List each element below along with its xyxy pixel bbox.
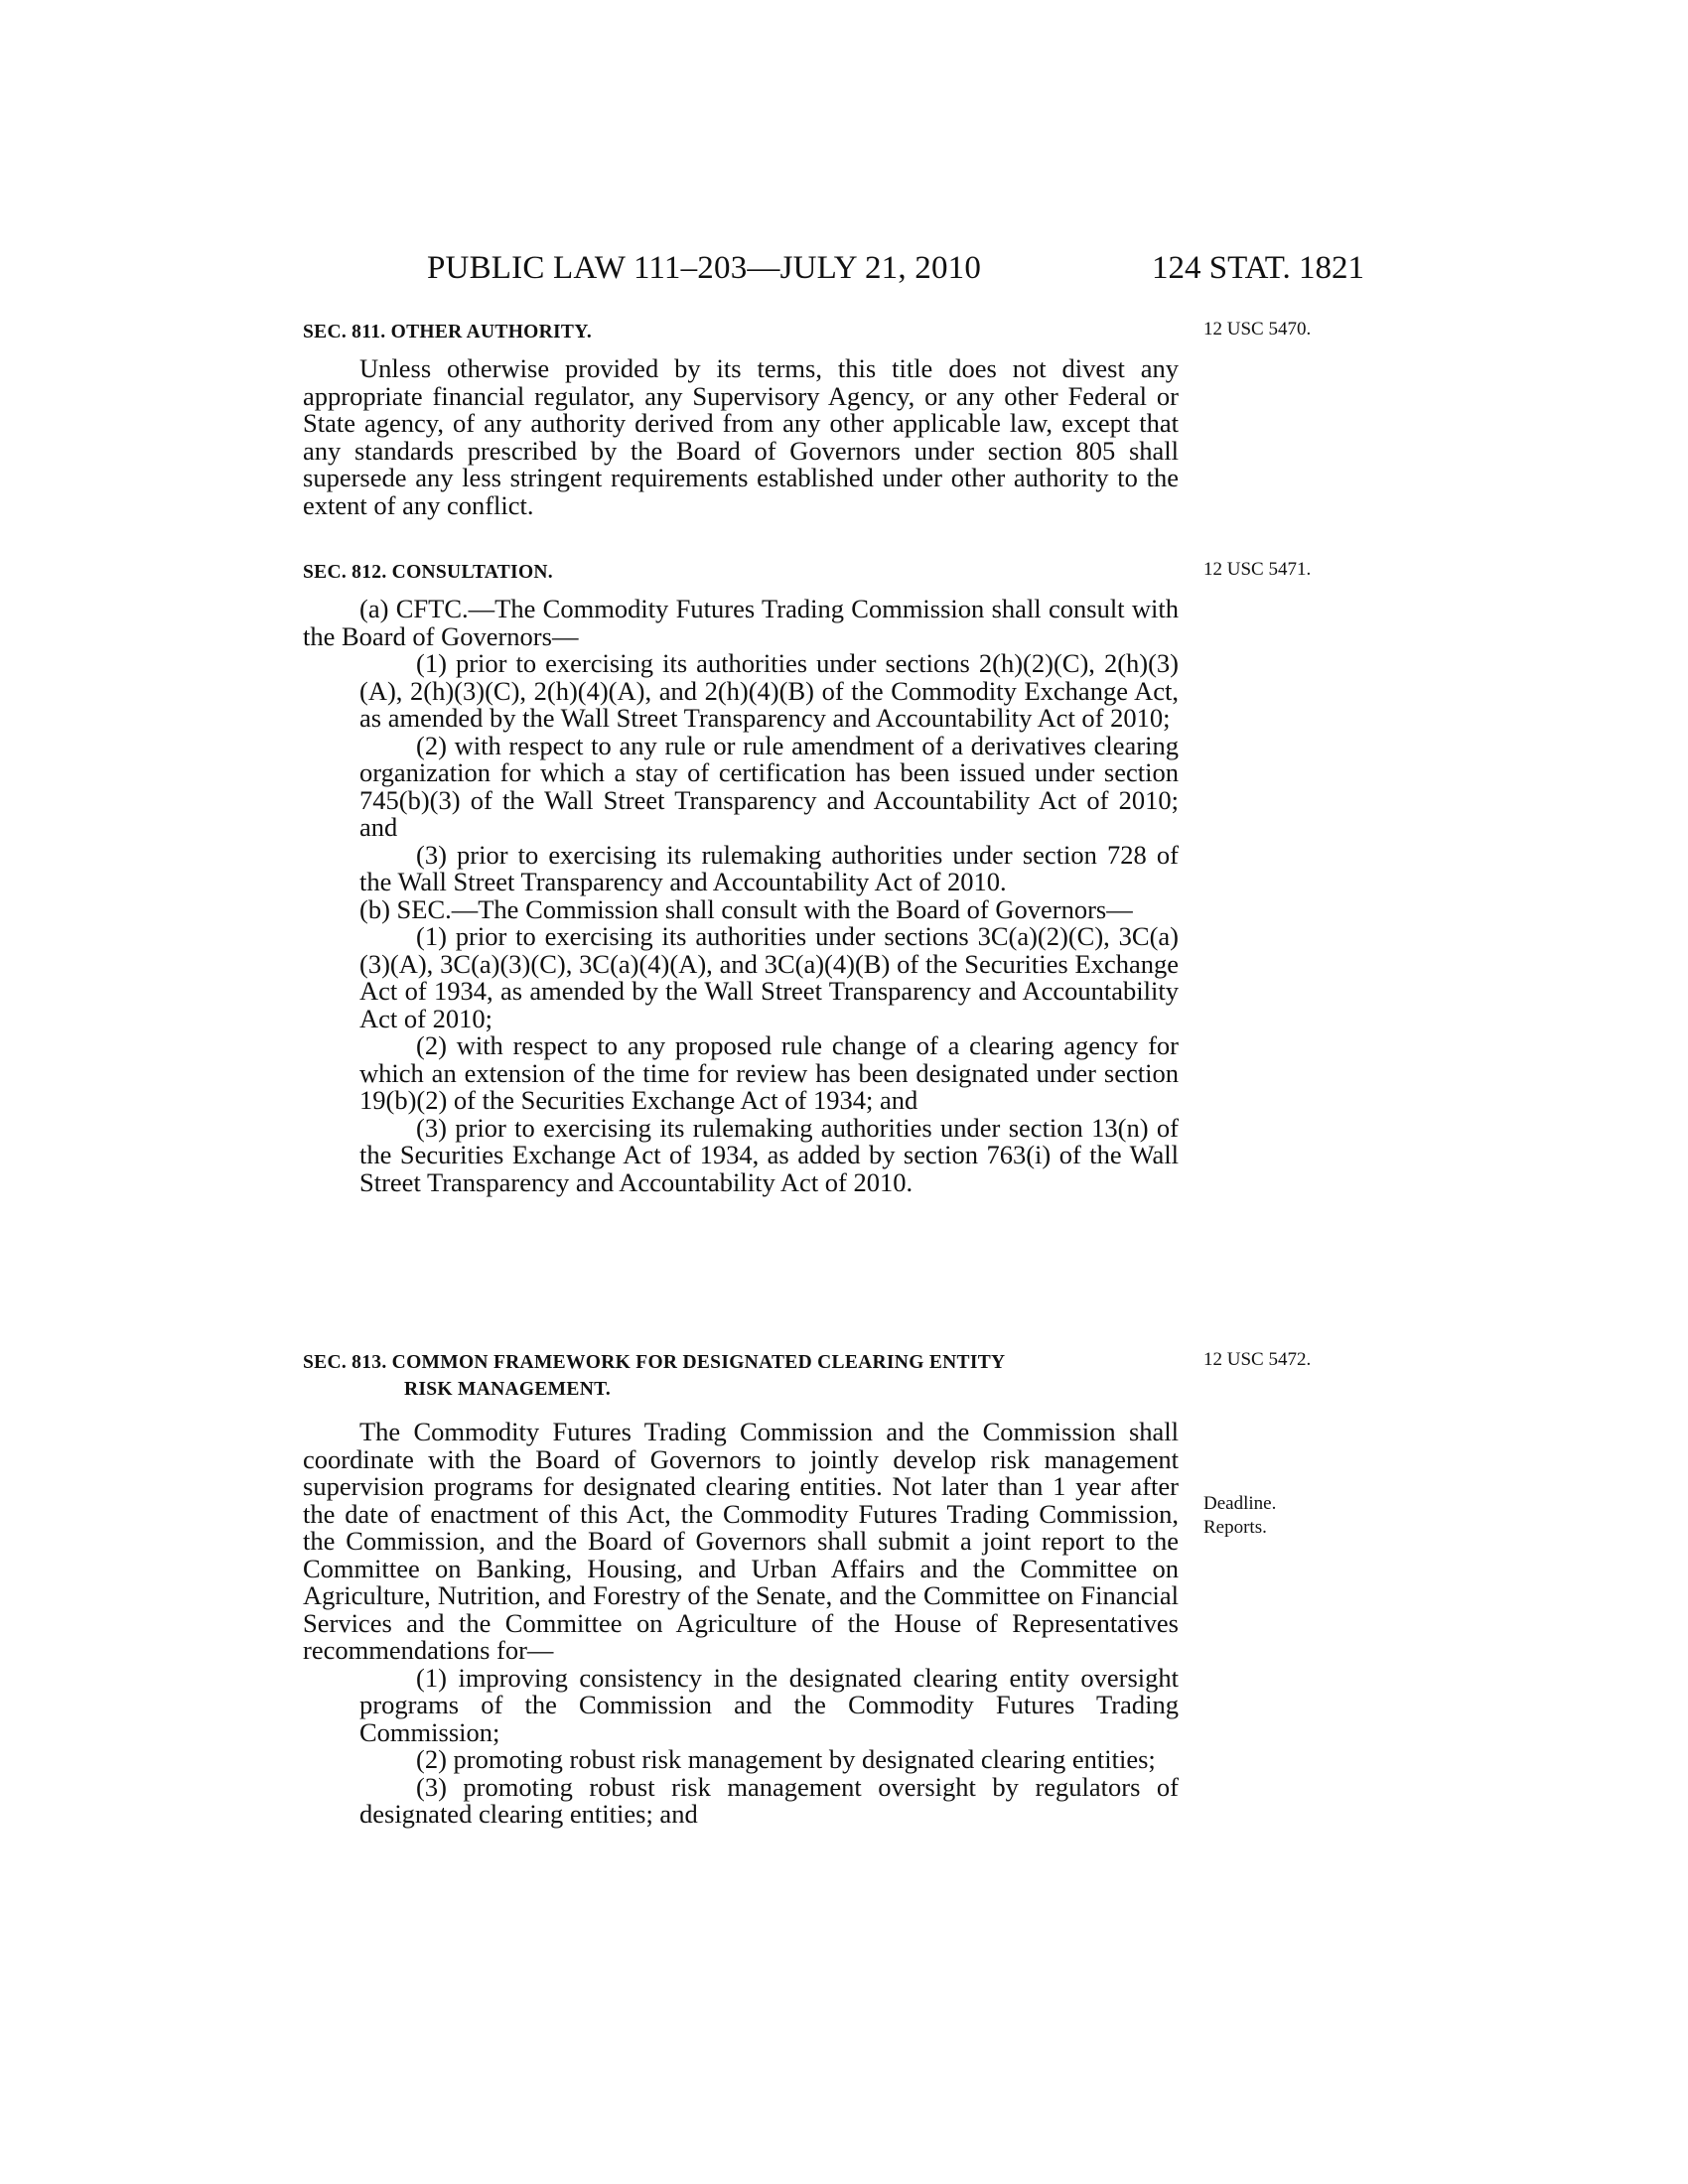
margin-note-usc-5470: 12 USC 5470. <box>1203 319 1312 340</box>
section-813 <box>303 1349 1179 1829</box>
running-header-title: PUBLIC LAW 111–203—JULY 21, 2010 <box>427 250 982 286</box>
section-811-text: Unless otherwise provided by its terms, this title does not divest any appropriate financial regulator, any Supervisory Agency, or any other Federal or State agency, of any authority derived from any other applicable law, except that any standards prescribed by the Board of Governors under section 805 shall supersede any less stringent requirements established under other authority to the extent of any conflict. <box>303 353 1179 520</box>
section-811 <box>303 319 1179 519</box>
subsection-a-intro: (a) CFTC.—The Commodity Futures Trading Commission shall consult with the Board of Governors— <box>303 594 1179 651</box>
subsection-b-intro: (b) SEC.—The Commission shall consult with the Board of Governors— <box>359 893 1133 924</box>
section-813-item-3: (3) promoting robust risk management oversight by regulators of designated clearing entities; and <box>359 1771 1179 1829</box>
margin-note-usc-5472: 12 USC 5472. <box>1203 1349 1312 1370</box>
section-812-heading: SEC. 812. CONSULTATION. <box>303 562 553 583</box>
section-813-item-1: (1) improving consistency in the designated clearing entity oversight programs of the Commission and the Commodity Futures Trading Commission; <box>359 1662 1179 1747</box>
section-813-text: The Commodity Futures Trading Commission and the Commission shall coordinate with the Board of Governors to jointly develop risk management supervision programs for designated clearing entities. Not later than 1 year after the date of enactment of this Act, the Commodity Futures Trading Commission, the Commission, and the Board of Governors shall submit a joint report to the Committee on Banking, Housing, and Urban Affairs and the Committee on Agriculture, Nutrition, and Forestry of the Senate, and the Committee on Financial Services and the Committee on Agriculture of the House of Representatives recommendations for— <box>303 1417 1179 1665</box>
section-811-heading: SEC. 811. OTHER AUTHORITY. <box>303 322 592 342</box>
subsection-b-paragraph-3: (3) prior to exercising its rulemaking authorities under section 13(n) of the Securities Exchange Act of 1934, as added by section 763(i) of the Wall Street Transparency and Accountability Act of 2010. <box>359 1112 1179 1197</box>
subsection-a-paragraph-3: (3) prior to exercising its rulemaking authorities under section 728 of the Wall Street Transparency and Accountability Act of 2010. <box>359 839 1179 896</box>
section-812 <box>303 559 1179 1196</box>
margin-note-deadline: Deadline. <box>1203 1493 1277 1514</box>
section-813-heading-line-2: RISK MANAGEMENT. <box>404 1379 612 1400</box>
section-813-item-2: (2) promoting robust risk management by designated clearing entities; <box>416 1744 1156 1774</box>
subsection-b-paragraph-1: (1) prior to exercising its authorities under sections 3C(a)(2)(C), 3C(a)(3)(A), 3C(a)(3)(C), 3C(a)(4)(A), and 3C(a)(4)(B) of the Securities Exchange Act of 1934, as amended by the Wall Street Transparency and Accountability Act of 2010; <box>359 921 1179 1033</box>
section-813-heading-line-1: SEC. 813. COMMON FRAMEWORK FOR DESIGNATED CLEARING ENTITY <box>303 1352 1006 1373</box>
page-stat-number: 124 STAT. 1821 <box>1152 250 1365 286</box>
margin-note-usc-5471: 12 USC 5471. <box>1203 559 1312 580</box>
subsection-b-paragraph-2: (2) with respect to any proposed rule change of a clearing agency for which an extension of the time for review has been designated under section 19(b)(2) of the Securities Exchange Act of 1934; and <box>359 1030 1179 1115</box>
subsection-a-paragraph-1: (1) prior to exercising its authorities under sections 2(h)(2)(C), 2(h)(3)(A), 2(h)(3)(C), 2(h)(4)(A), and 2(h)(4)(B) of the Commodity Exchange Act, as amended by the Wall Street Transparency and Accountability Act of 2010; <box>359 648 1179 733</box>
subsection-a-paragraph-2: (2) with respect to any rule or rule amendment of a derivatives clearing organization for which a stay of certification has been issued under section 745(b)(3) of the Wall Street Transparency and Accountability Act of 2010; and <box>359 730 1179 842</box>
margin-note-reports: Reports. <box>1203 1517 1267 1538</box>
